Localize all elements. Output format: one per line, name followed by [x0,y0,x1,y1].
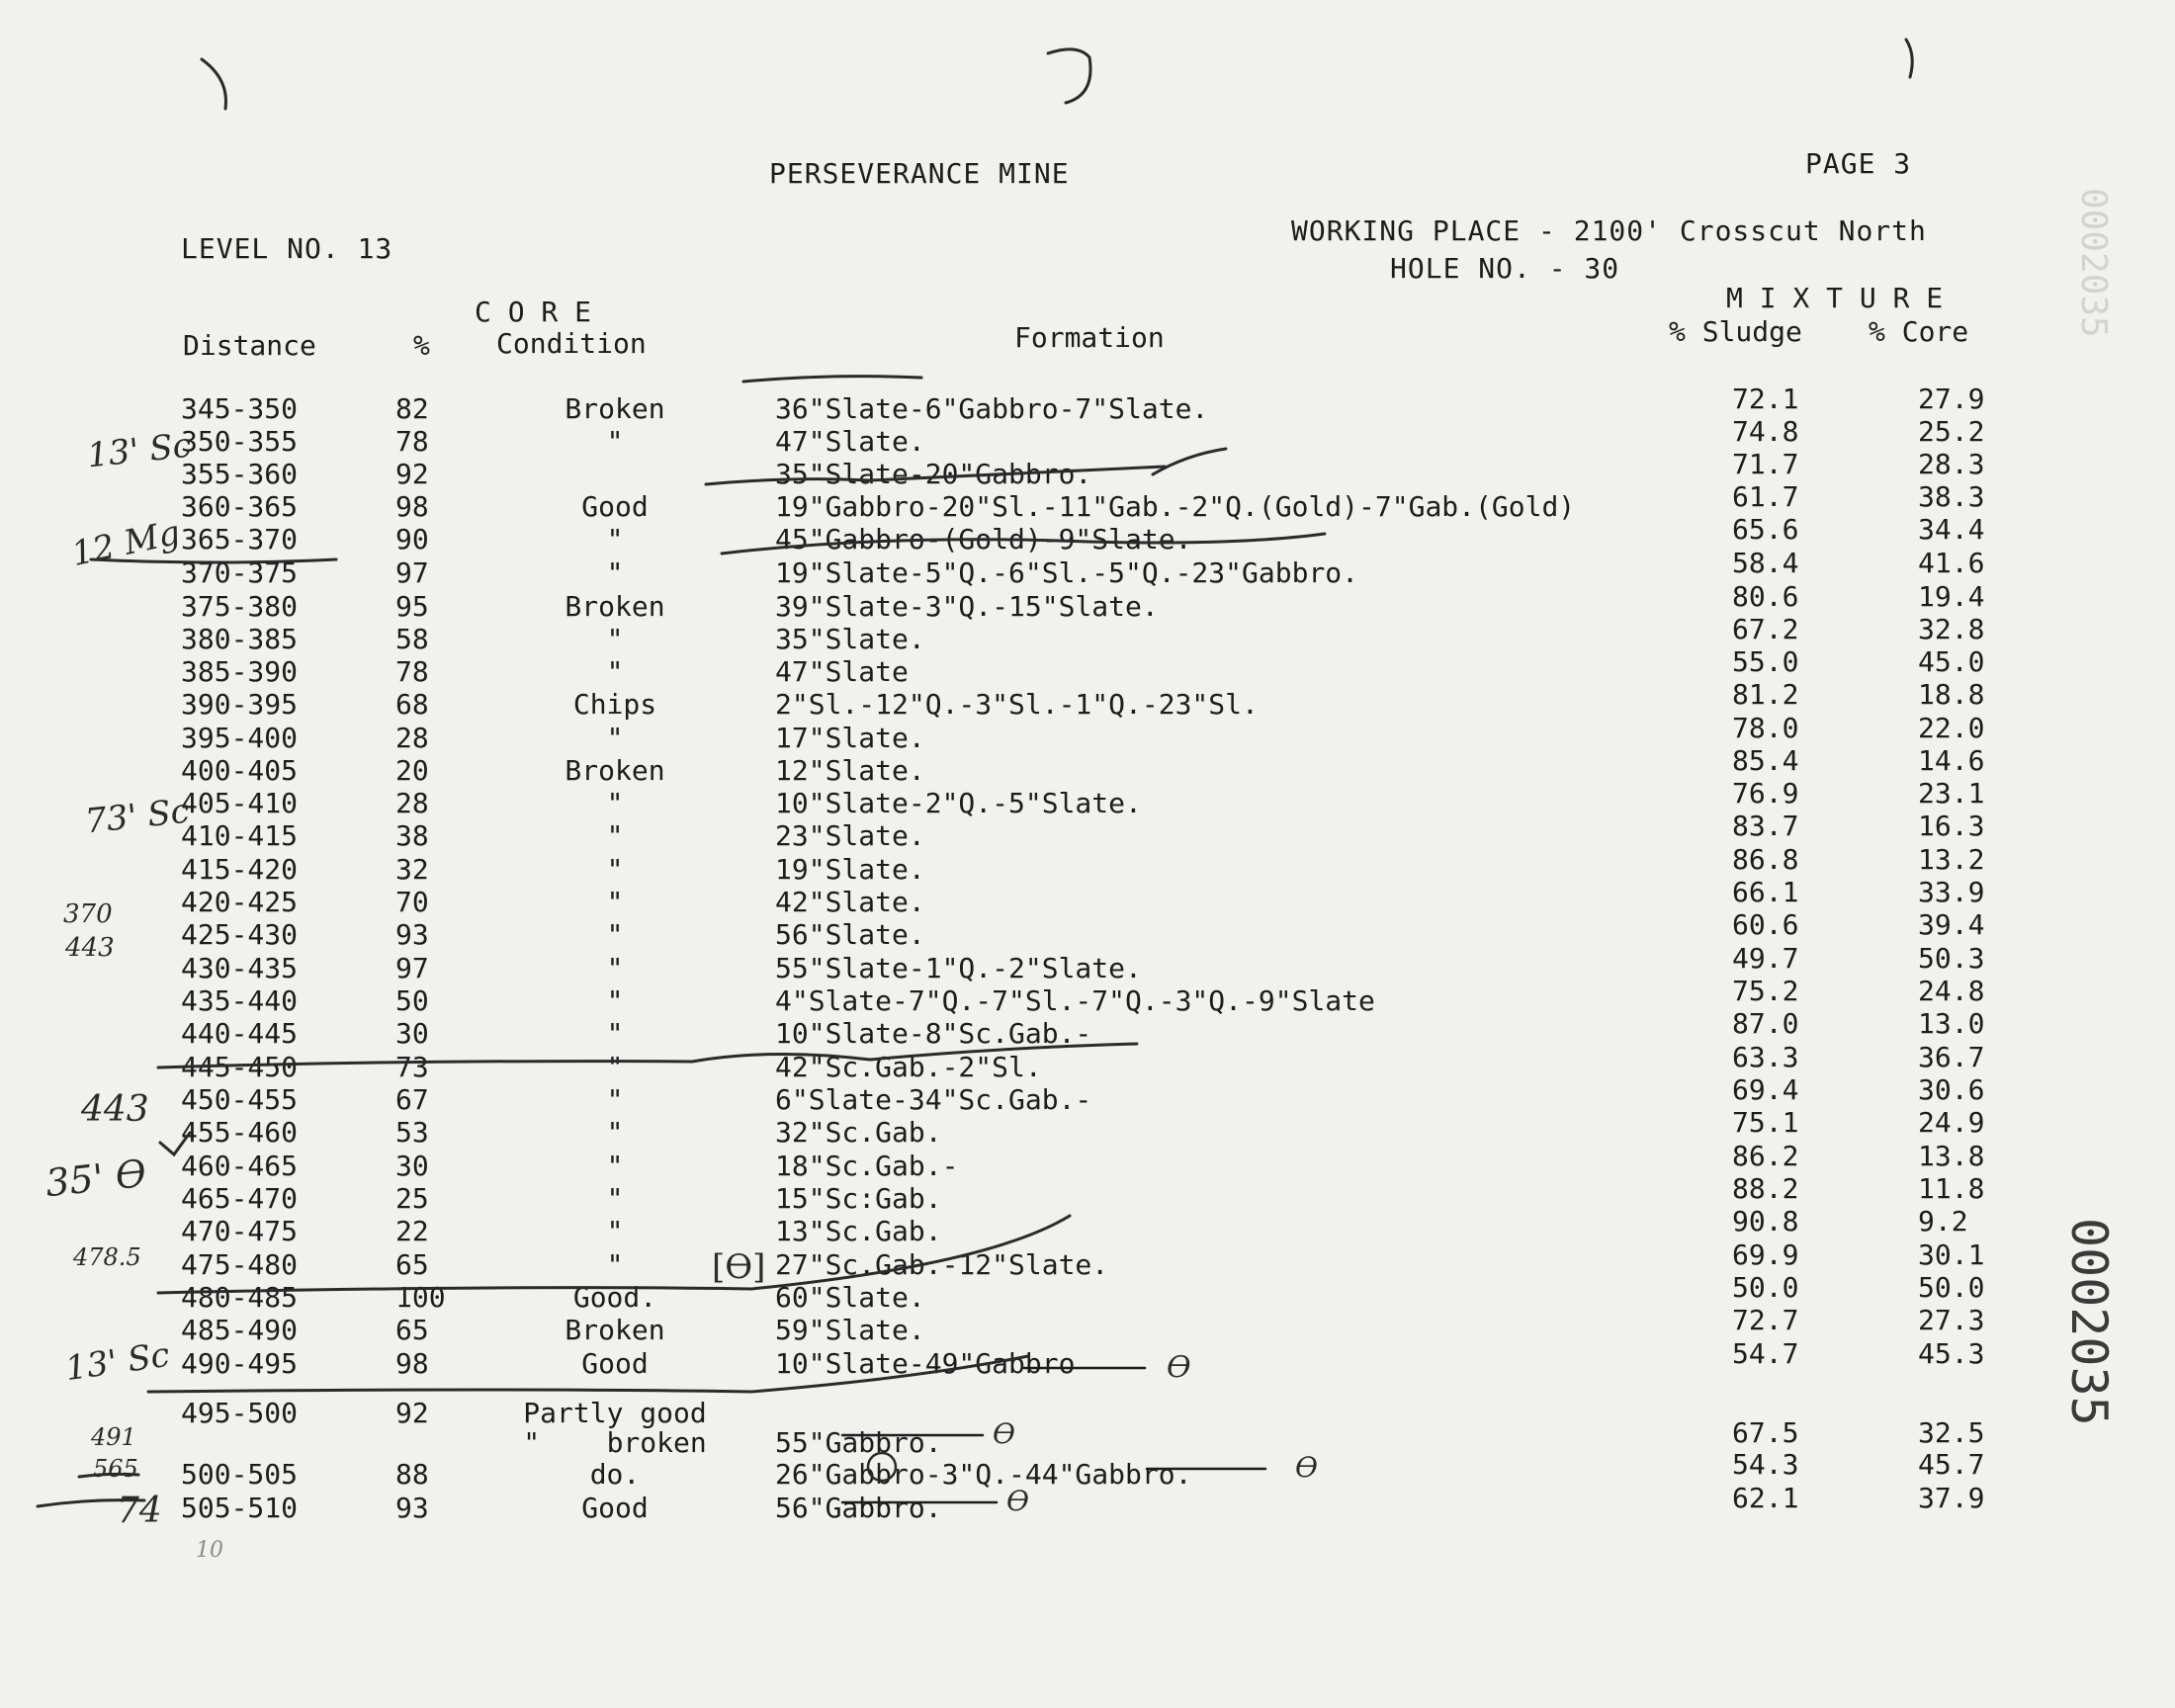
margin-note: 35' ϴ [43,1151,149,1206]
underline-stroke [158,1044,1137,1068]
distance-cell: 355-360 [181,458,299,490]
percent-cell: 88 [395,1458,429,1491]
sludge-percent-cell: 74.8 [1732,415,1799,448]
core-percent-cell: 16.3 [1918,810,1985,842]
sludge-percent-cell: 62.1 [1732,1482,1799,1514]
sludge-percent-cell: 69.4 [1732,1073,1799,1106]
distance-cell: 470-475 [181,1215,299,1247]
sludge-percent-cell: 81.2 [1732,678,1799,711]
core-percent-cell: 50.3 [1918,942,1985,975]
condition-cell: " [606,886,624,918]
condition-cell: " [606,1051,624,1083]
formation-cell: 60"Slate. [775,1281,925,1314]
condition-cell: Broken [565,590,665,623]
condition-cell: " [606,1215,624,1247]
header-percent: % [413,329,430,362]
formation-cell: 19"Gabbro-20"Sl.-11"Gab.-2"Q.(Gold)-7"Gab.(Gold) [775,490,1576,523]
margin-note: 443 [65,933,115,963]
core-percent-cell: 41.6 [1918,547,1985,579]
condition-cell: do. [589,1458,641,1491]
distance-cell: 425-430 [181,918,299,951]
percent-cell: 98 [395,1347,429,1380]
sludge-percent-cell: 86.8 [1732,843,1799,876]
sludge-percent-cell: 69.9 [1732,1238,1799,1271]
formation-cell: 55"Gabbro. [775,1426,942,1459]
core-percent-cell: 13.8 [1918,1140,1985,1172]
condition-cell: " [606,1182,624,1215]
condition-cell: " [606,1150,624,1182]
sludge-percent-cell: 75.2 [1732,975,1799,1007]
distance-cell: 370-375 [181,556,299,589]
margin-note: 74 [117,1491,162,1531]
sludge-percent-cell: 83.7 [1732,810,1799,842]
margin-note: 443 [81,1089,149,1130]
core-percent-cell: 32.5 [1918,1416,1985,1449]
underline-stroke [706,467,1165,484]
condition-cell: Chips [572,688,657,721]
core-percent-cell: 13.0 [1918,1007,1985,1040]
core-percent-cell: 37.9 [1918,1482,1985,1514]
distance-cell: 450-455 [181,1083,299,1116]
percent-cell: 73 [395,1051,429,1083]
check-mark [1153,449,1226,474]
distance-cell: 375-380 [181,590,299,623]
distance-cell: 495-500 [181,1397,299,1429]
bracket-theta-mark: [ϴ] [712,1247,766,1287]
sludge-percent-cell: 78.0 [1732,712,1799,744]
distance-cell: 345-350 [181,392,299,425]
percent-cell: 92 [395,458,429,490]
percent-cell: 100 [395,1281,446,1314]
core-percent-cell: 13.2 [1918,843,1985,876]
core-percent-cell: 18.8 [1918,678,1985,711]
formation-cell: 17"Slate. [775,722,925,754]
percent-cell: 95 [395,590,429,623]
condition-cell: " [606,984,624,1017]
core-percent-cell: 39.4 [1918,908,1985,941]
distance-cell: 380-385 [181,623,299,655]
sludge-percent-cell: 87.0 [1732,1007,1799,1040]
percent-cell: 38 [395,819,429,852]
formation-cell: 42"Sc.Gab.-2"Sl. [775,1051,1042,1083]
margin-note: 478.5 [73,1243,141,1271]
distance-cell: 440-445 [181,1017,299,1050]
condition-cell: " [606,853,624,886]
formation-cell: 13"Sc.Gab. [775,1215,942,1247]
core-percent-cell: 27.3 [1918,1304,1985,1336]
percent-cell: 65 [395,1248,429,1281]
core-percent-cell: 36.7 [1918,1041,1985,1073]
scan-mark [1906,40,1912,77]
sludge-percent-cell: 67.5 [1732,1416,1799,1449]
formation-cell: 23"Slate. [775,819,925,852]
formation-cell: 55"Slate-1"Q.-2"Slate. [775,952,1142,984]
distance-cell: 475-480 [181,1248,299,1281]
distance-cell: 405-410 [181,787,299,819]
core-percent-cell: 30.6 [1918,1073,1985,1106]
percent-cell: 93 [395,918,429,951]
distance-cell: 360-365 [181,490,299,523]
sludge-percent-cell: 60.6 [1732,908,1799,941]
distance-cell: 410-415 [181,819,299,852]
circled-character [868,1453,896,1481]
percent-cell: 90 [395,523,429,555]
formation-cell: 42"Slate. [775,886,925,918]
formation-cell: 36"Slate-6"Gabbro-7"Slate. [775,392,1209,425]
core-percent-cell: 45.3 [1918,1337,1985,1370]
core-percent-cell: 28.3 [1918,448,1985,480]
percent-cell: 65 [395,1314,429,1346]
formation-cell: 2"Sl.-12"Q.-3"Sl.-1"Q.-23"Sl. [775,688,1259,721]
distance-cell: 460-465 [181,1150,299,1182]
core-percent-cell: 38.3 [1918,480,1985,513]
percent-cell: 28 [395,787,429,819]
formation-cell: 27"Sc.Gab.-12"Slate. [775,1248,1109,1281]
condition-cell: Partly good [523,1397,707,1429]
sludge-percent-cell: 80.6 [1732,580,1799,613]
distance-cell: 395-400 [181,722,299,754]
scan-mark [1048,49,1090,103]
formation-cell: 56"Gabbro. [775,1492,942,1524]
sludge-percent-cell: 72.1 [1732,383,1799,415]
core-percent-cell: 22.0 [1918,712,1985,744]
margin-note: 370 [63,899,113,929]
percent-cell: 78 [395,425,429,458]
distance-cell: 480-485 [181,1281,299,1314]
formation-cell: 59"Slate. [775,1314,925,1346]
condition-cell: " [606,523,624,555]
condition-cell: " [606,722,624,754]
formation-cell: 10"Slate-2"Q.-5"Slate. [775,787,1142,819]
sludge-percent-cell: 55.0 [1732,645,1799,678]
distance-cell: 385-390 [181,655,299,688]
distance-cell: 485-490 [181,1314,299,1346]
formation-cell: 4"Slate-7"Q.-7"Sl.-7"Q.-3"Q.-9"Slate [775,984,1375,1017]
percent-cell: 30 [395,1150,429,1182]
condition-cell: Broken [565,1314,665,1346]
sludge-percent-cell: 85.4 [1732,744,1799,777]
formation-cell: 47"Slate [775,655,909,688]
condition-cell: " [606,1116,624,1149]
percent-cell: 67 [395,1083,429,1116]
condition-cell: " [606,819,624,852]
sludge-percent-cell: 90.8 [1732,1205,1799,1238]
formation-cell: 26"Gabbro-3"Q.-44"Gabbro. [775,1458,1192,1491]
core-percent-cell: 9.2 [1918,1205,1968,1238]
percent-cell: 97 [395,952,429,984]
formation-cell: 12"Slate. [775,754,925,787]
core-percent-cell: 50.0 [1918,1271,1985,1304]
percent-cell: 25 [395,1182,429,1215]
sludge-percent-cell: 54.3 [1732,1448,1799,1481]
condition-cell: Good [581,1347,649,1380]
distance-cell: 505-510 [181,1492,299,1524]
sludge-percent-cell: 76.9 [1732,777,1799,810]
percent-cell: 22 [395,1215,429,1247]
formation-cell: 56"Slate. [775,918,925,951]
core-percent-cell: 45.7 [1918,1448,1985,1481]
distance-cell: 465-470 [181,1182,299,1215]
sludge-percent-cell: 66.1 [1732,876,1799,908]
sludge-percent-cell: 61.7 [1732,480,1799,513]
page-number: PAGE 3 [1805,147,1912,180]
theta-mark: ϴ [1006,1485,1029,1517]
sludge-percent-cell: 72.7 [1732,1304,1799,1336]
underline-stroke [722,534,1325,554]
condition-cell: Good [581,490,649,523]
header-mixture: M I X T U R E [1726,282,1944,314]
formation-cell: 10"Slate-49"Gabbro [775,1347,1076,1380]
header-condition: Condition [496,327,647,360]
condition-cell: " [606,655,624,688]
document-stamp-number: 0002035 [2060,1218,2118,1426]
formation-cell: 19"Slate. [775,853,925,886]
margin-note: 73' Sc [83,791,192,842]
core-percent-cell: 24.8 [1918,975,1985,1007]
sludge-percent-cell: 65.6 [1732,513,1799,546]
margin-note: 13' Sc [62,1334,173,1390]
margin-rule [79,1474,138,1477]
margin-note: 491 [91,1423,136,1451]
core-percent-cell: 25.2 [1918,415,1985,448]
distance-cell: 445-450 [181,1051,299,1083]
core-percent-cell: 34.4 [1918,513,1985,546]
formation-cell: 32"Sc.Gab. [775,1116,942,1149]
overline-stroke [743,377,921,382]
offset-stamp-faint: 0002035 [2073,188,2114,338]
condition-cell: " [606,1083,624,1116]
sludge-percent-cell: 49.7 [1732,942,1799,975]
header-core: C O R E [475,296,592,328]
formation-cell: 35"Slate-20"Gabbro. [775,458,1092,490]
condition-cell: " [606,787,624,819]
core-percent-cell: 24.9 [1918,1106,1985,1139]
underline-stroke [91,559,336,562]
condition-cell: " [606,952,624,984]
core-percent-cell: 45.0 [1918,645,1985,678]
margin-note: 13' Sc [85,425,194,476]
margin-note: 10 [196,1538,223,1563]
theta-mark: ϴ [993,1417,1015,1450]
percent-cell: 70 [395,886,429,918]
condition-cell: Good [581,1492,649,1524]
condition-cell: " [606,623,624,655]
theta-mark: ϴ [1295,1451,1318,1484]
working-place: WORKING PLACE - 2100' Crosscut North [1291,214,1927,247]
formation-cell: 45"Gabbro-(Gold)-9"Slate. [775,523,1192,555]
percent-cell: 98 [395,490,429,523]
distance-cell: 500-505 [181,1458,299,1491]
sludge-percent-cell: 63.3 [1732,1041,1799,1073]
formation-cell: 18"Sc.Gab.- [775,1150,959,1182]
condition-cell: Broken [565,392,665,425]
condition-cell: " [606,556,624,589]
scan-mark [202,59,226,109]
sludge-percent-cell: 86.2 [1732,1140,1799,1172]
header-core-percent: % Core [1869,315,1969,348]
distance-cell: 415-420 [181,853,299,886]
sludge-percent-cell: 75.1 [1732,1106,1799,1139]
margin-note: 565 [93,1455,138,1483]
core-percent-cell: 30.1 [1918,1238,1985,1271]
distance-cell: 390-395 [181,688,299,721]
margin-rule [38,1500,144,1506]
check-mark [160,1133,190,1154]
underline-stroke [148,1356,1028,1392]
percent-cell: 82 [395,392,429,425]
core-percent-cell: 27.9 [1918,383,1985,415]
distance-cell: 350-355 [181,425,299,458]
core-percent-cell: 32.8 [1918,613,1985,645]
document-title: PERSEVERANCE MINE [769,157,1070,190]
formation-cell: 47"Slate. [775,425,925,458]
percent-cell: 68 [395,688,429,721]
distance-cell: 435-440 [181,984,299,1017]
theta-mark: ϴ [1167,1350,1191,1385]
condition-cell: " [606,425,624,458]
hole-number: HOLE NO. - 30 [1390,252,1620,285]
sludge-percent-cell: 71.7 [1732,448,1799,480]
core-percent-cell: 11.8 [1918,1172,1985,1205]
condition-cell: " broken [523,1426,707,1459]
distance-cell: 490-495 [181,1347,299,1380]
level-number: LEVEL NO. 13 [181,232,393,265]
formation-cell: 15"Sc:Gab. [775,1182,942,1215]
header-distance: Distance [183,329,316,362]
distance-cell: 430-435 [181,952,299,984]
core-percent-cell: 33.9 [1918,876,1985,908]
condition-cell: " [606,918,624,951]
percent-cell: 58 [395,623,429,655]
distance-cell: 365-370 [181,523,299,555]
core-percent-cell: 19.4 [1918,580,1985,613]
formation-cell: 10"Slate-8"Sc.Gab.- [775,1017,1092,1050]
sludge-percent-cell: 58.4 [1732,547,1799,579]
percent-cell: 53 [395,1116,429,1149]
formation-cell: 35"Slate. [775,623,925,655]
percent-cell: 93 [395,1492,429,1524]
sludge-percent-cell: 88.2 [1732,1172,1799,1205]
distance-cell: 420-425 [181,886,299,918]
sludge-percent-cell: 50.0 [1732,1271,1799,1304]
formation-cell: 19"Slate-5"Q.-6"Sl.-5"Q.-23"Gabbro. [775,556,1359,589]
percent-cell: 78 [395,655,429,688]
percent-cell: 92 [395,1397,429,1429]
percent-cell: 32 [395,853,429,886]
underline-stroke [158,1216,1070,1293]
distance-cell: 455-460 [181,1116,299,1149]
condition-cell: Good. [572,1281,657,1314]
core-percent-cell: 14.6 [1918,744,1985,777]
condition-cell: " [606,1248,624,1281]
percent-cell: 28 [395,722,429,754]
formation-cell: 39"Slate-3"Q.-15"Slate. [775,590,1159,623]
condition-cell: " [606,1017,624,1050]
condition-cell: Broken [565,754,665,787]
percent-cell: 97 [395,556,429,589]
distance-cell: 400-405 [181,754,299,787]
header-sludge: % Sludge [1669,315,1802,348]
percent-cell: 20 [395,754,429,787]
formation-cell: 6"Slate-34"Sc.Gab.- [775,1083,1092,1116]
percent-cell: 30 [395,1017,429,1050]
sludge-percent-cell: 67.2 [1732,613,1799,645]
header-formation: Formation [1014,321,1165,354]
sludge-percent-cell: 54.7 [1732,1337,1799,1370]
percent-cell: 50 [395,984,429,1017]
core-percent-cell: 23.1 [1918,777,1985,810]
margin-note: 12 Mg [68,512,184,575]
